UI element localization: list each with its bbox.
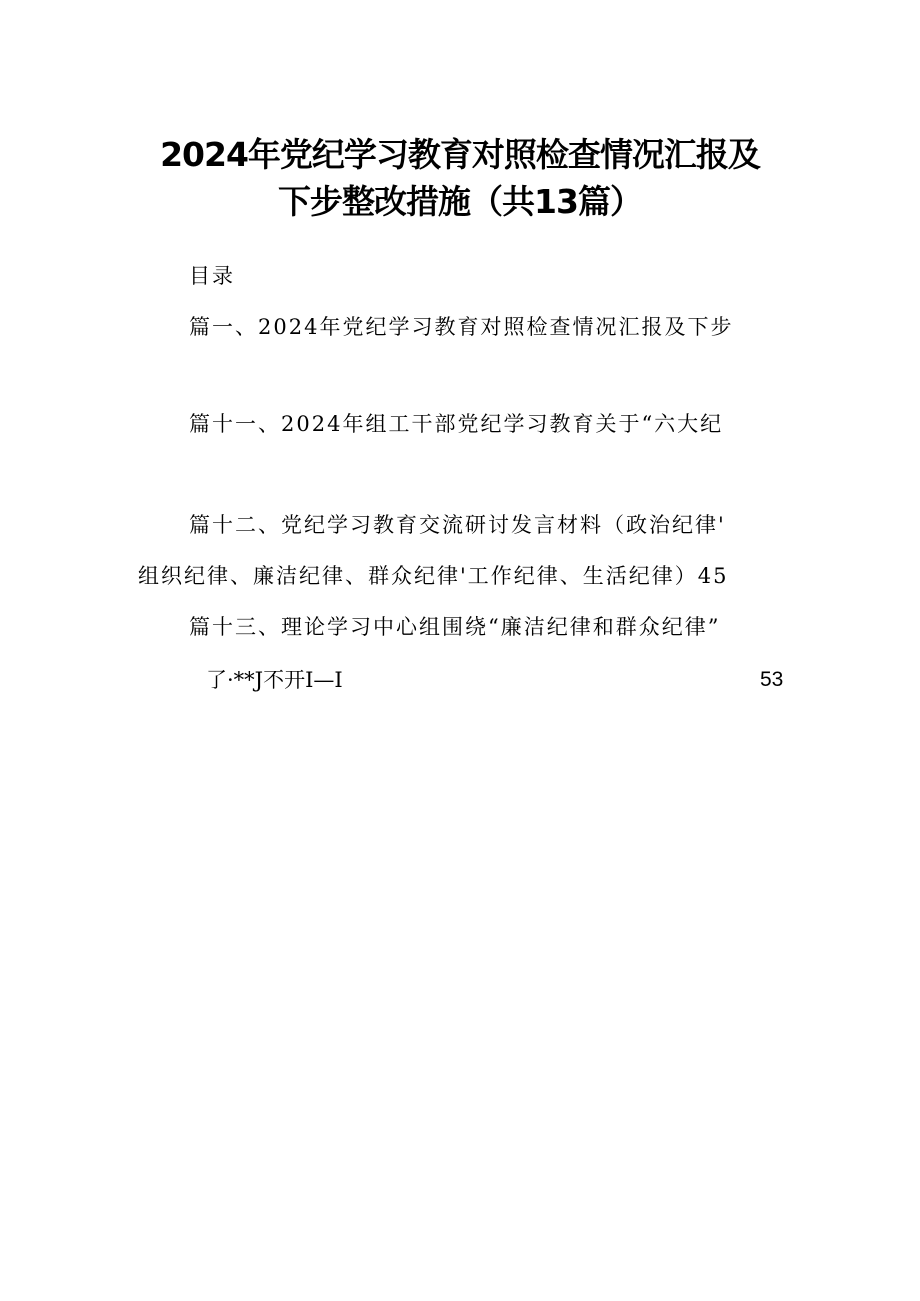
toc-entry-13-page-number: 53 (760, 668, 784, 691)
document-title-line-1: 2024年党纪学习教育对照检查情况汇报及 (160, 135, 760, 174)
toc-entry-12: 篇十二、党纪学习教育交流研讨发言材料（政治纪律' (189, 513, 726, 537)
toc-entry-1: 篇一、2024年党纪学习教育对照检查情况汇报及下步 (189, 315, 734, 339)
document-title-line-2: 下步整改措施（共13篇） (278, 182, 642, 221)
toc-entry-11: 篇十一、2024年组工干部党纪学习教育关于“六大纪 (189, 412, 724, 436)
toc-entry-13: 篇十三、理论学习中心组围绕“廉洁纪律和群众纪律” (189, 615, 721, 639)
toc-entry-13-continuation: 了·**J不开I—I (206, 668, 343, 692)
toc-entry-12-continuation: 组织纪律、廉洁纪律、群众纪律'工作纪律、生活纪律）45 (138, 564, 729, 588)
toc-heading: 目录 (189, 264, 235, 288)
